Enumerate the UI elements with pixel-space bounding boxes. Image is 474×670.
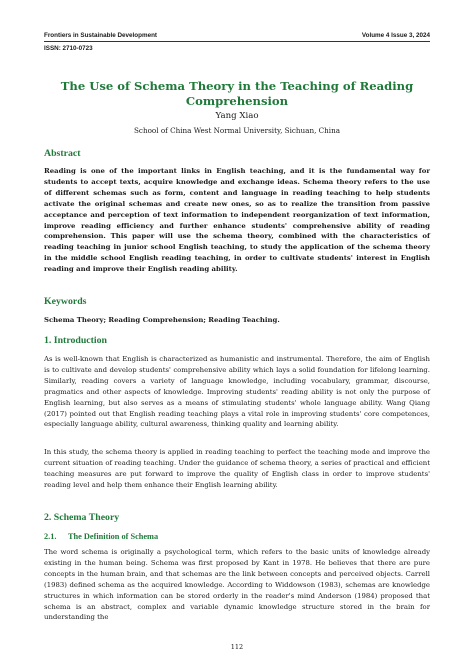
header-row [44,32,430,42]
running-header [44,32,430,52]
keywords-text: Schema Theory; Reading Comprehension; Reading Teaching. [44,316,280,324]
page-number: 112 [230,643,244,651]
author-affiliation: School of China West Normal University, Sichuan, China [134,126,340,135]
section-heading-schema-theory: 2. Schema Theory [44,512,120,523]
journal-name: Frontiers in Sustainable Development [44,32,158,39]
subsection-heading-definition [44,532,158,541]
paper-title: The Use of Schema Theory in the Teaching of Reading Comprehension [60,79,414,108]
issn: ISSN: 2710-0723 [44,45,93,52]
author-name: Yang Xiao [215,111,259,121]
intro-paragraph-1: As is well-known that English is characterized as humanistic and instrumental. Therefore, the aim of English is to cultivate and develop students' comprehensive ability which lays a solid foundation for lifelong learning. Similarly, reading covers a variety of language knowledge, including vocabulary, grammar, discourse, pragmatics and other aspects of knowledge. Improving students' reading ability is not only the purpose of English learning, but also serves as a means of stimulating students' whole language ability. Wang Qiang (2017) pointed out that English reading teaching plays a vital role in improving students' core competences, especially language ability, cultural awareness, thinking quality and learning ability. [44,355,430,429]
abstract-heading: Abstract [44,148,81,159]
subsection-title: The Definition of Schema [68,532,159,541]
subsection-number: 2.1. [44,532,57,541]
intro-paragraph-2: In this study, the schema theory is applied in reading teaching to perfect the teaching mode and improve the current situation of reading teaching. Under the guidance of schema theory, a series of practical and efficient teaching measures are put forward to improve the quality of English class in order to improve students' reading level and help them enhance their English learning ability. [44,448,430,489]
section-heading-introduction: 1. Introduction [44,335,107,346]
abstract-text: Reading is one of the important links in English teaching, and it is the fundamental way for students to accept texts, acquire knowledge and exchange ideas. Schema theory refers to the use of different schemas such as form, content and language in reading teaching to help students activate the original schemas and create new ones, so as to realize the transition from passive acceptance and perception of text information to independent reorganization of text information, improve reading efficiency and further enhance students' comprehensive ability of reading comprehension. This paper will use the schema theory, combined with the characteristics of reading teaching in junior school English teaching, to study the application of the schema theory in the middle school English reading teaching, in order to cultivate students' interest in English reading and improve their English reading ability. [44,167,430,274]
volume-issue: Volume 4 Issue 3, 2024 [361,32,430,39]
keywords-heading: Keywords [44,296,87,307]
schema-paragraph-1: The word schema is originally a psychological term, which refers to the basic units of knowledge already existing in the human being. Schema was first proposed by Kant in 1978. He believes that there are pure concepts in the human brain, and that schemas are the link between concepts and perceived objects. Carrell (1983) defined schema as the acquired knowledge. According to Widdowson (1983), schemas are knowledge structures in which information can be stored orderly in the reader's mind Anderson (1984) proposed that schema is an abstract, complex and variable dynamic knowledge structure stored in the brain for understanding the [44,548,430,622]
